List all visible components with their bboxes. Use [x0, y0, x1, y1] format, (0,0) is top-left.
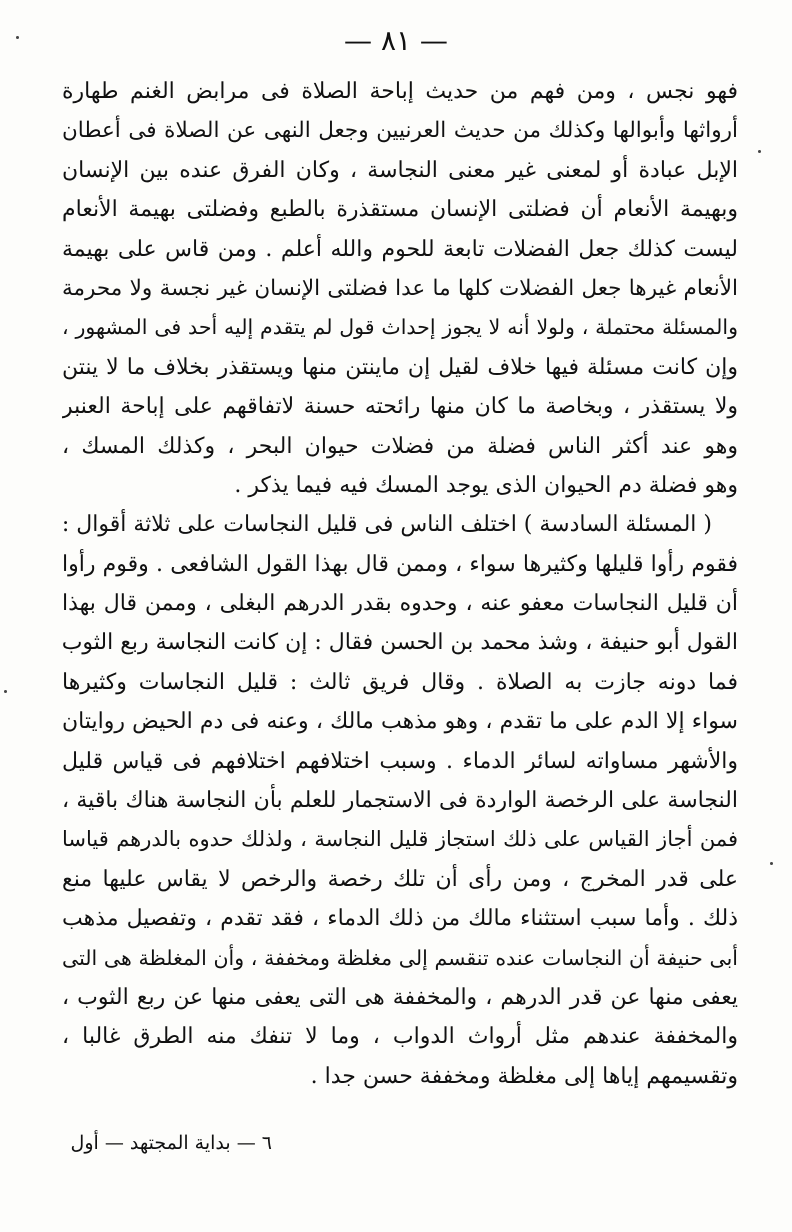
text-line: القول أبو حنيفة ، وشذ محمد بن الحسن فقال : إن كانت النجاسة ربع الثوب	[62, 630, 738, 656]
text-line: الإبل عبادة أو لمعنى غير معنى النجاسة ، وكان الفرق عنده بين الإنسان	[62, 157, 738, 183]
text-line: على قدر المخرج ، ومن رأى أن تلك رخصة والرخص لا يقاس عليها منع	[62, 866, 738, 892]
text-line: والمسئلة محتملة ، ولولا أنه لا يجوز إحداث قول لم يتقدم إليه أحد فى المشهور ،	[62, 315, 738, 340]
text-line: فمن أجاز القياس على ذلك استجاز قليل النجاسة ، ولذلك حدوه بالدرهم قياسا	[62, 827, 738, 852]
text-line: النجاسة على الرخصة الواردة فى الاستجمار للعلم بأن النجاسة هناك باقية ،	[62, 788, 738, 814]
page-number: — ٨١ —	[344, 24, 448, 57]
text-line: وهو فضلة دم الحيوان الذى يوجد المسك فيه فيما يذكر .	[234, 472, 738, 498]
text-line: فما دونه جازت به الصلاة . وقال فريق ثالث : قليل النجاسات وكثيرها	[62, 669, 738, 695]
text-line: الأنعام غيرها جعل الفضلات كلها ما عدا فضلتى الإنسان غير نجسة ولا محرمة	[62, 275, 738, 301]
scan-speck	[16, 36, 19, 39]
text-line: وبهيمة الأنعام أن فضلتى الإنسان مستقذرة بالطبع وفضلتى بهيمة الأنعام	[62, 197, 738, 223]
text-line: أبى حنيفة أن النجاسات عنده تنقسم إلى مغلظة ومخففة ، وأن المغلظة هى التى	[62, 945, 738, 970]
text-line: والأشهر مساواته لسائر الدماء . وسبب اختلافهم اختلافهم فى قياس قليل	[62, 748, 738, 774]
text-line: أن قليل النجاسات معفو عنه ، وحدوه بقدر الدرهم البغلى ، وممن قال بهذا	[62, 591, 738, 617]
scan-speck	[758, 150, 761, 153]
text-line: ذلك . وأما سبب استثناء مالك من ذلك الدماء ، فقد تقدم ، وتفصيل مذهب	[62, 906, 738, 932]
text-line: يعفى منها عن قدر الدرهم ، والمخففة هى التى يعفى منها عن ربع الثوب ،	[62, 984, 738, 1010]
text-line: ولا يستقذر ، وبخاصة ما كان منها رائحته حسنة لاتفاقهم على إباحة العنبر	[62, 394, 738, 420]
text-line: ليست كذلك جعل الفضلات تابعة للحوم والله أعلم . ومن قاس على بهيمة	[62, 236, 738, 262]
text-line: والمخففة عندهم مثل أرواث الدواب ، وما لا تنفك منه الطرق غالبا ،	[62, 1024, 738, 1050]
scan-speck	[4, 690, 7, 693]
text-line: فهو نجس ، ومن فهم من حديث إباحة الصلاة فى مرابض الغنم طهارة	[62, 79, 738, 104]
scan-speck	[770, 862, 773, 865]
signature-footer: ٦ — بداية المجتهد — أول	[70, 1132, 272, 1154]
text-line: وتقسيمهم إياها إلى مغلظة ومخففة حسن جدا .	[310, 1063, 738, 1089]
text-line: وإن كانت مسئلة فيها خلاف لقيل إن ماينتن منها ويستقذر بخلاف ما لا ينتن	[62, 354, 738, 380]
text-line: سواء إلا الدم على ما تقدم ، وهو مذهب مالك ، وعنه فى دم الحيض روايتان	[62, 709, 738, 735]
text-line: فقوم رأوا قليلها وكثيرها سواء ، وممن قال بهذا القول الشافعى . وقوم رأوا	[62, 551, 738, 577]
body-text	[62, 72, 738, 1096]
text-line: وهو عند أكثر الناس فضلة من فضلات حيوان البحر ، وكذلك المسك ،	[62, 433, 738, 459]
section-heading-line: ( المسئلة السادسة ) اختلف الناس فى قليل النجاسات على ثلاثة أقوال :	[62, 512, 712, 538]
text-line: أرواثها وأبوالها وكذلك من حديث العرنيين وجعل النهى عن الصلاة فى أعطان	[62, 118, 738, 144]
